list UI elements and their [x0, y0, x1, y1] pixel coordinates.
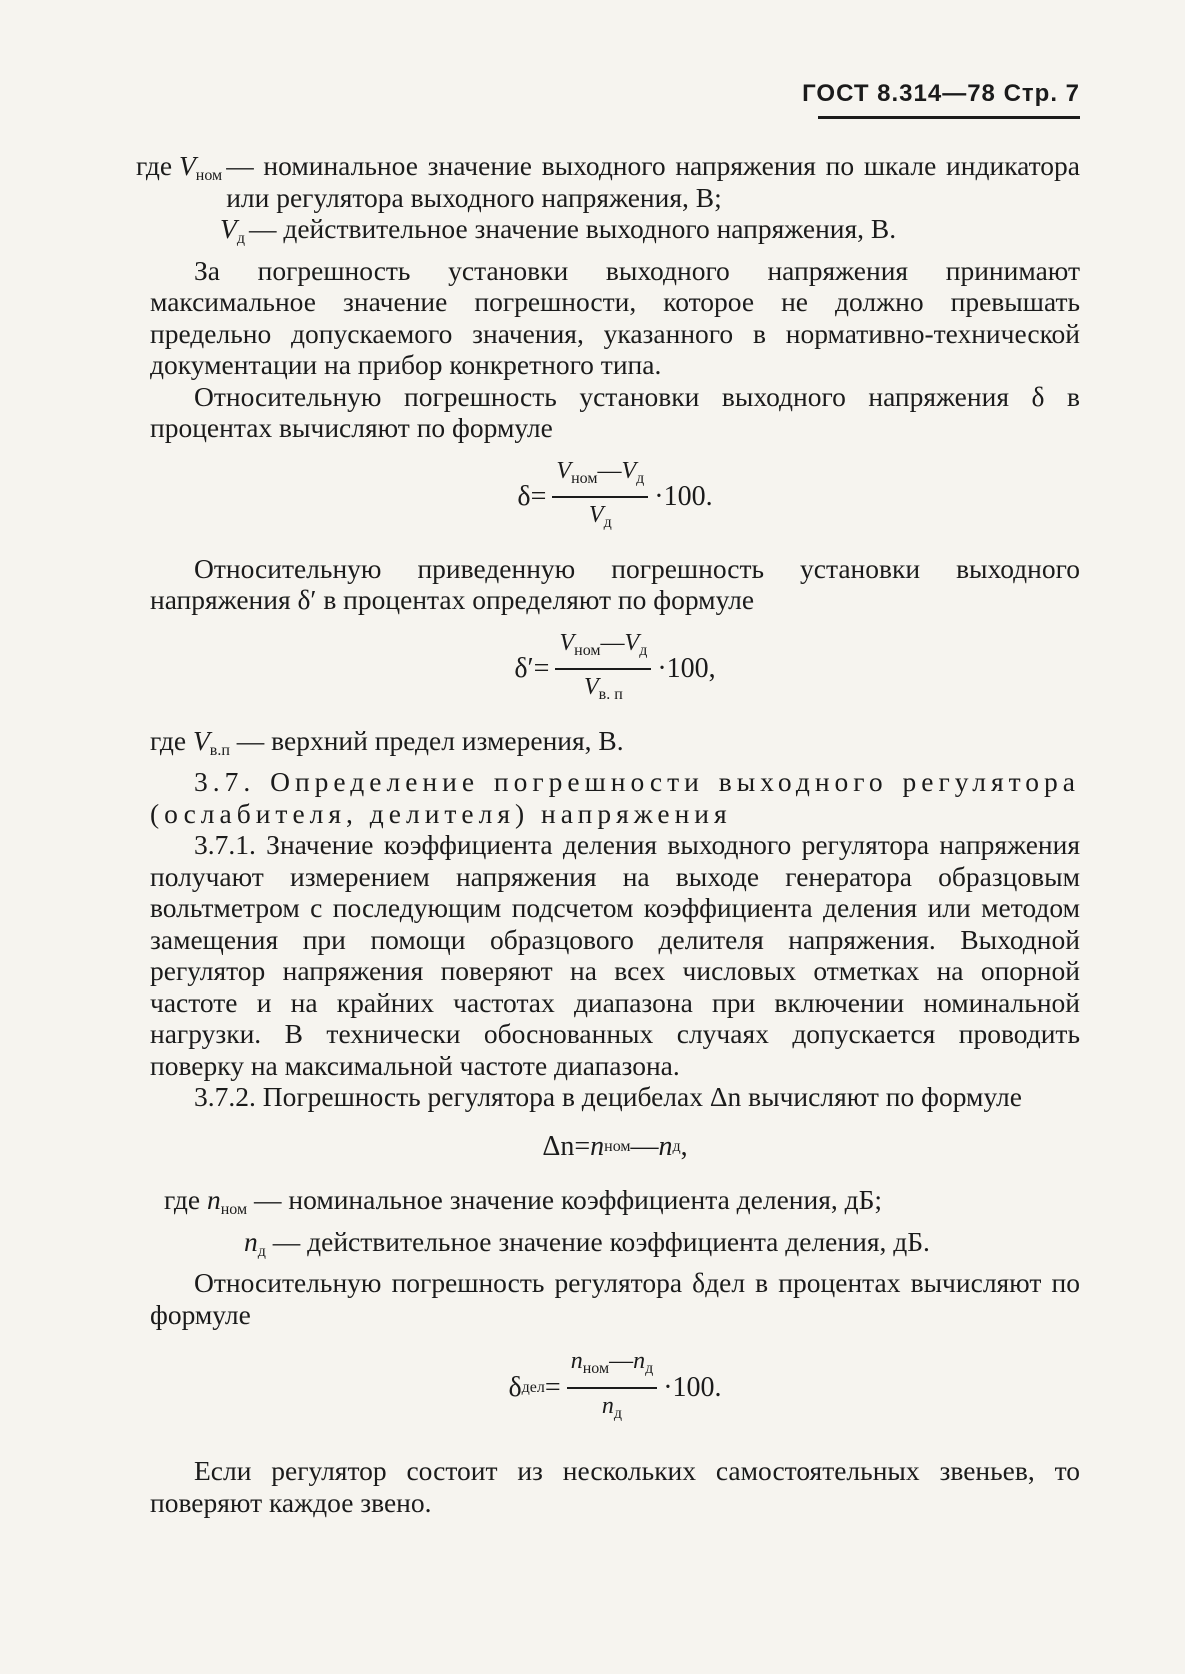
paragraph: 3.7.1. Значение коэффициента деления выходного регулятора напряжения получают измерением напряжения на выходе генератора образцовым вольтметром с последующим подсчетом коэффициента деления или методом замещения при помощи образцового делителя напряжения. Выходной регулятор напряжения поверяют на всех числовых отметках на опорной частоте и на крайних частотах диапазона при включении номинальной нагрузки. В технически обоснованных случаях допускается проводить поверку на максимальной частоте диапазона. — [150, 829, 1080, 1081]
header-rule — [818, 116, 1080, 119]
definition-n-nom: где $n_{ном}$ — номинальное значение коэффициента деления, дБ; — [164, 1184, 883, 1218]
fraction: $\frac{V_{ном}—V_д}{V_{в. п}}$ — [555, 628, 651, 711]
paragraph: Если регулятор состоит из нескольких самостоятельных звеньев, то поверяют каждое звено. — [150, 1455, 1080, 1518]
fraction: $\frac{n_{ном}—n_д}{n_д}$ — [567, 1346, 658, 1429]
paragraph: Относительную погрешность установки выходного напряжения δ в процентах вычисляют по формуле — [150, 380, 1080, 443]
page-header: ГОСТ 8.314—78 Стр. 7 — [802, 80, 1080, 107]
definition-text: — номинальное значение выходного напряжения по шкале индикатора или регулятора выходного напряжения, В; — [226, 150, 1080, 213]
document-body — [136, 150, 1080, 1518]
paragraph: Относительную погрешность регулятора δдел в процентах вычисляют по формуле — [150, 1267, 1080, 1330]
definition-text: — действительное значение выходного напряжения, В. — [248, 213, 897, 244]
formula-reduced-error: δ′= $\frac{V_{ном}—V_д}{V_{в. п}}$ ·100, — [150, 628, 1080, 711]
formula-relative-error: δ= $\frac{V_{ном}—V_д}{V_д}$ ·100. — [150, 456, 1080, 539]
paragraph: За погрешность установки выходного напряжения принимают максимальное значение погрешности, которое не должно превышать предельно допускаемого значения, указанного в нормативно-технической документации на прибор конкретного типа. — [150, 254, 1080, 380]
section-heading: 3.7. Определение погрешности выходного регулятора (ослабителя, делителя) напряжения — [150, 766, 1080, 829]
paragraph: 3.7.2. Погрешность регулятора в децибелах Δn вычисляют по формуле — [194, 1081, 1022, 1112]
paragraph: Относительную приведенную погрешность установки выходного напряжения δ′ в процентах определяют по формуле — [150, 552, 1080, 615]
definition-v-d: $V_д$ — действительное значение выходного напряжения, В. — [220, 213, 1080, 255]
fraction: $\frac{V_{ном}—V_д}{V_д}$ — [552, 456, 648, 539]
definition-n-d: $n_д$ — действительное значение коэффициента деления, дБ. — [244, 1225, 930, 1260]
definition-v-nom: где $V_{ном}$ — номинальное значение выходного напряжения по шкале индикатора или регулятора выходного напряжения, В; — [136, 150, 1080, 213]
formula-delta-n: Δn= n ном — n д , — [542, 1130, 688, 1162]
definition-v-vp: где $V_{в.п}$ — верхний предел измерения, В. — [150, 724, 624, 759]
formula-divider-error: δ дел = $\frac{n_{ном}—n_д}{n_д}$ ·100. — [150, 1346, 1080, 1429]
